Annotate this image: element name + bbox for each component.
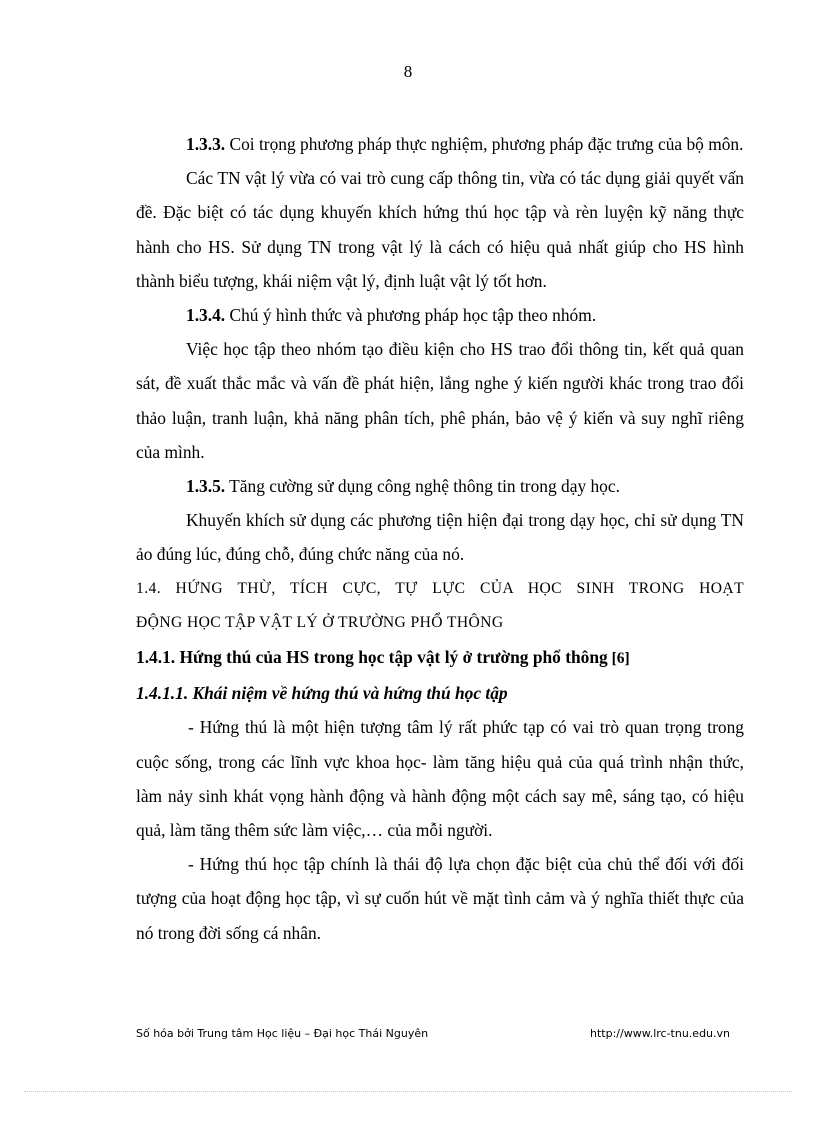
- section-1-4-1-1-paragraph-1: - Hứng thú là một hiện tượng tâm lý rất phức tạp có vai trò quan trọng trong cuộc sống, trong các lĩnh vực khoa học- làm tăng hiệu quả của quá trình nhận thức, làm nảy sinh khát vọng hành động và hành động một cách say mê, sáng tạo, có hiệu quả, làm tăng thêm sức làm việc,… của mỗi người.: [136, 717, 744, 841]
- footer-source: Số hóa bởi Trung tâm Học liệu – Đại học Thái Nguyên: [136, 1027, 429, 1040]
- section-1-3-5-heading: [136, 469, 744, 503]
- section-1-3-4-heading: [136, 298, 744, 332]
- section-number: 1.3.3.: [186, 134, 226, 154]
- section-1-3-5-paragraph: Khuyến khích sử dụng các phương tiện hiện đại trong dạy học, chỉ sử dụng TN ảo đúng lúc, đúng chỗ, đúng chức năng của nó.: [136, 510, 744, 565]
- page-number: 8: [403, 62, 413, 81]
- section-number: 1.3.4.: [186, 305, 226, 326]
- section-1-3-3-paragraph: Các TN vật lý vừa có vai trò cung cấp thông tin, vừa có tác dụng giải quyết vấn đề. Đặc biệt có tác dụng khuyến khích hứng thú học tập và rèn luyện kỹ năng thực hành cho HS. Sử dụng TN trong vật lý là cách có hiệu quả nhất giúp cho HS hình thành biểu tượng, khái niệm vật lý, định luật vật lý tốt hơn.: [136, 168, 744, 291]
- section-title: Tăng cường sử dụng công nghệ thông tin trong dạy học.: [225, 476, 620, 497]
- section-title: 1.4.1. Hứng thú của HS trong học tập vật lý ở trường phổ thông: [136, 647, 608, 668]
- section-number: 1.3.5.: [186, 476, 226, 497]
- section-1-3-4-paragraph: Việc học tập theo nhóm tạo điều kiện cho HS trao đổi thông tin, kết quả quan sát, đề xuất thắc mắc và vấn đề phát hiện, lắng nghe ý kiến người khác trong trao đổi thảo luận, tranh luận, khả năng phân tích, phê phán, bảo vệ ý kiến và suy nghĩ riêng của mình.: [136, 339, 744, 462]
- section-1-4-1-1-paragraph-2: - Hứng thú học tập chính là thái độ lựa chọn đặc biệt của chủ thể đối với đối tượng của hoạt động học tập, vì sự cuốn hút về mặt tình cảm và ý nghĩa thiết thực của nó trong đời sống cá nhân.: [136, 854, 744, 943]
- section-1-4-heading-line-2: ĐỘNG HỌC TẬP VẬT LÝ Ở TRƯỜNG PHỔ THÔNG: [136, 613, 504, 631]
- section-1-4-1-heading: [136, 640, 744, 676]
- document-body: [136, 127, 744, 950]
- section-1-3-3-heading: [136, 127, 744, 161]
- citation-ref: [6]: [607, 650, 630, 668]
- section-title: Chú ý hình thức và phương pháp học tập theo nhóm.: [225, 305, 597, 326]
- bottom-divider: [24, 1091, 792, 1092]
- footer-url: http://www.lrc-tnu.edu.vn: [590, 1027, 730, 1040]
- section-title: Coi trọng phương pháp thực nghiệm, phương pháp đặc trưng của bộ môn.: [225, 134, 744, 154]
- section-1-4-1-1-heading: 1.4.1.1. Khái niệm về hứng thú và hứng thú học tập: [136, 683, 508, 704]
- section-1-4-heading-line-1: 1.4. HỨNG THỪ, TÍCH CỰC, TỰ LỰC CỦA HỌC SINH TRONG HOẠT: [136, 579, 744, 597]
